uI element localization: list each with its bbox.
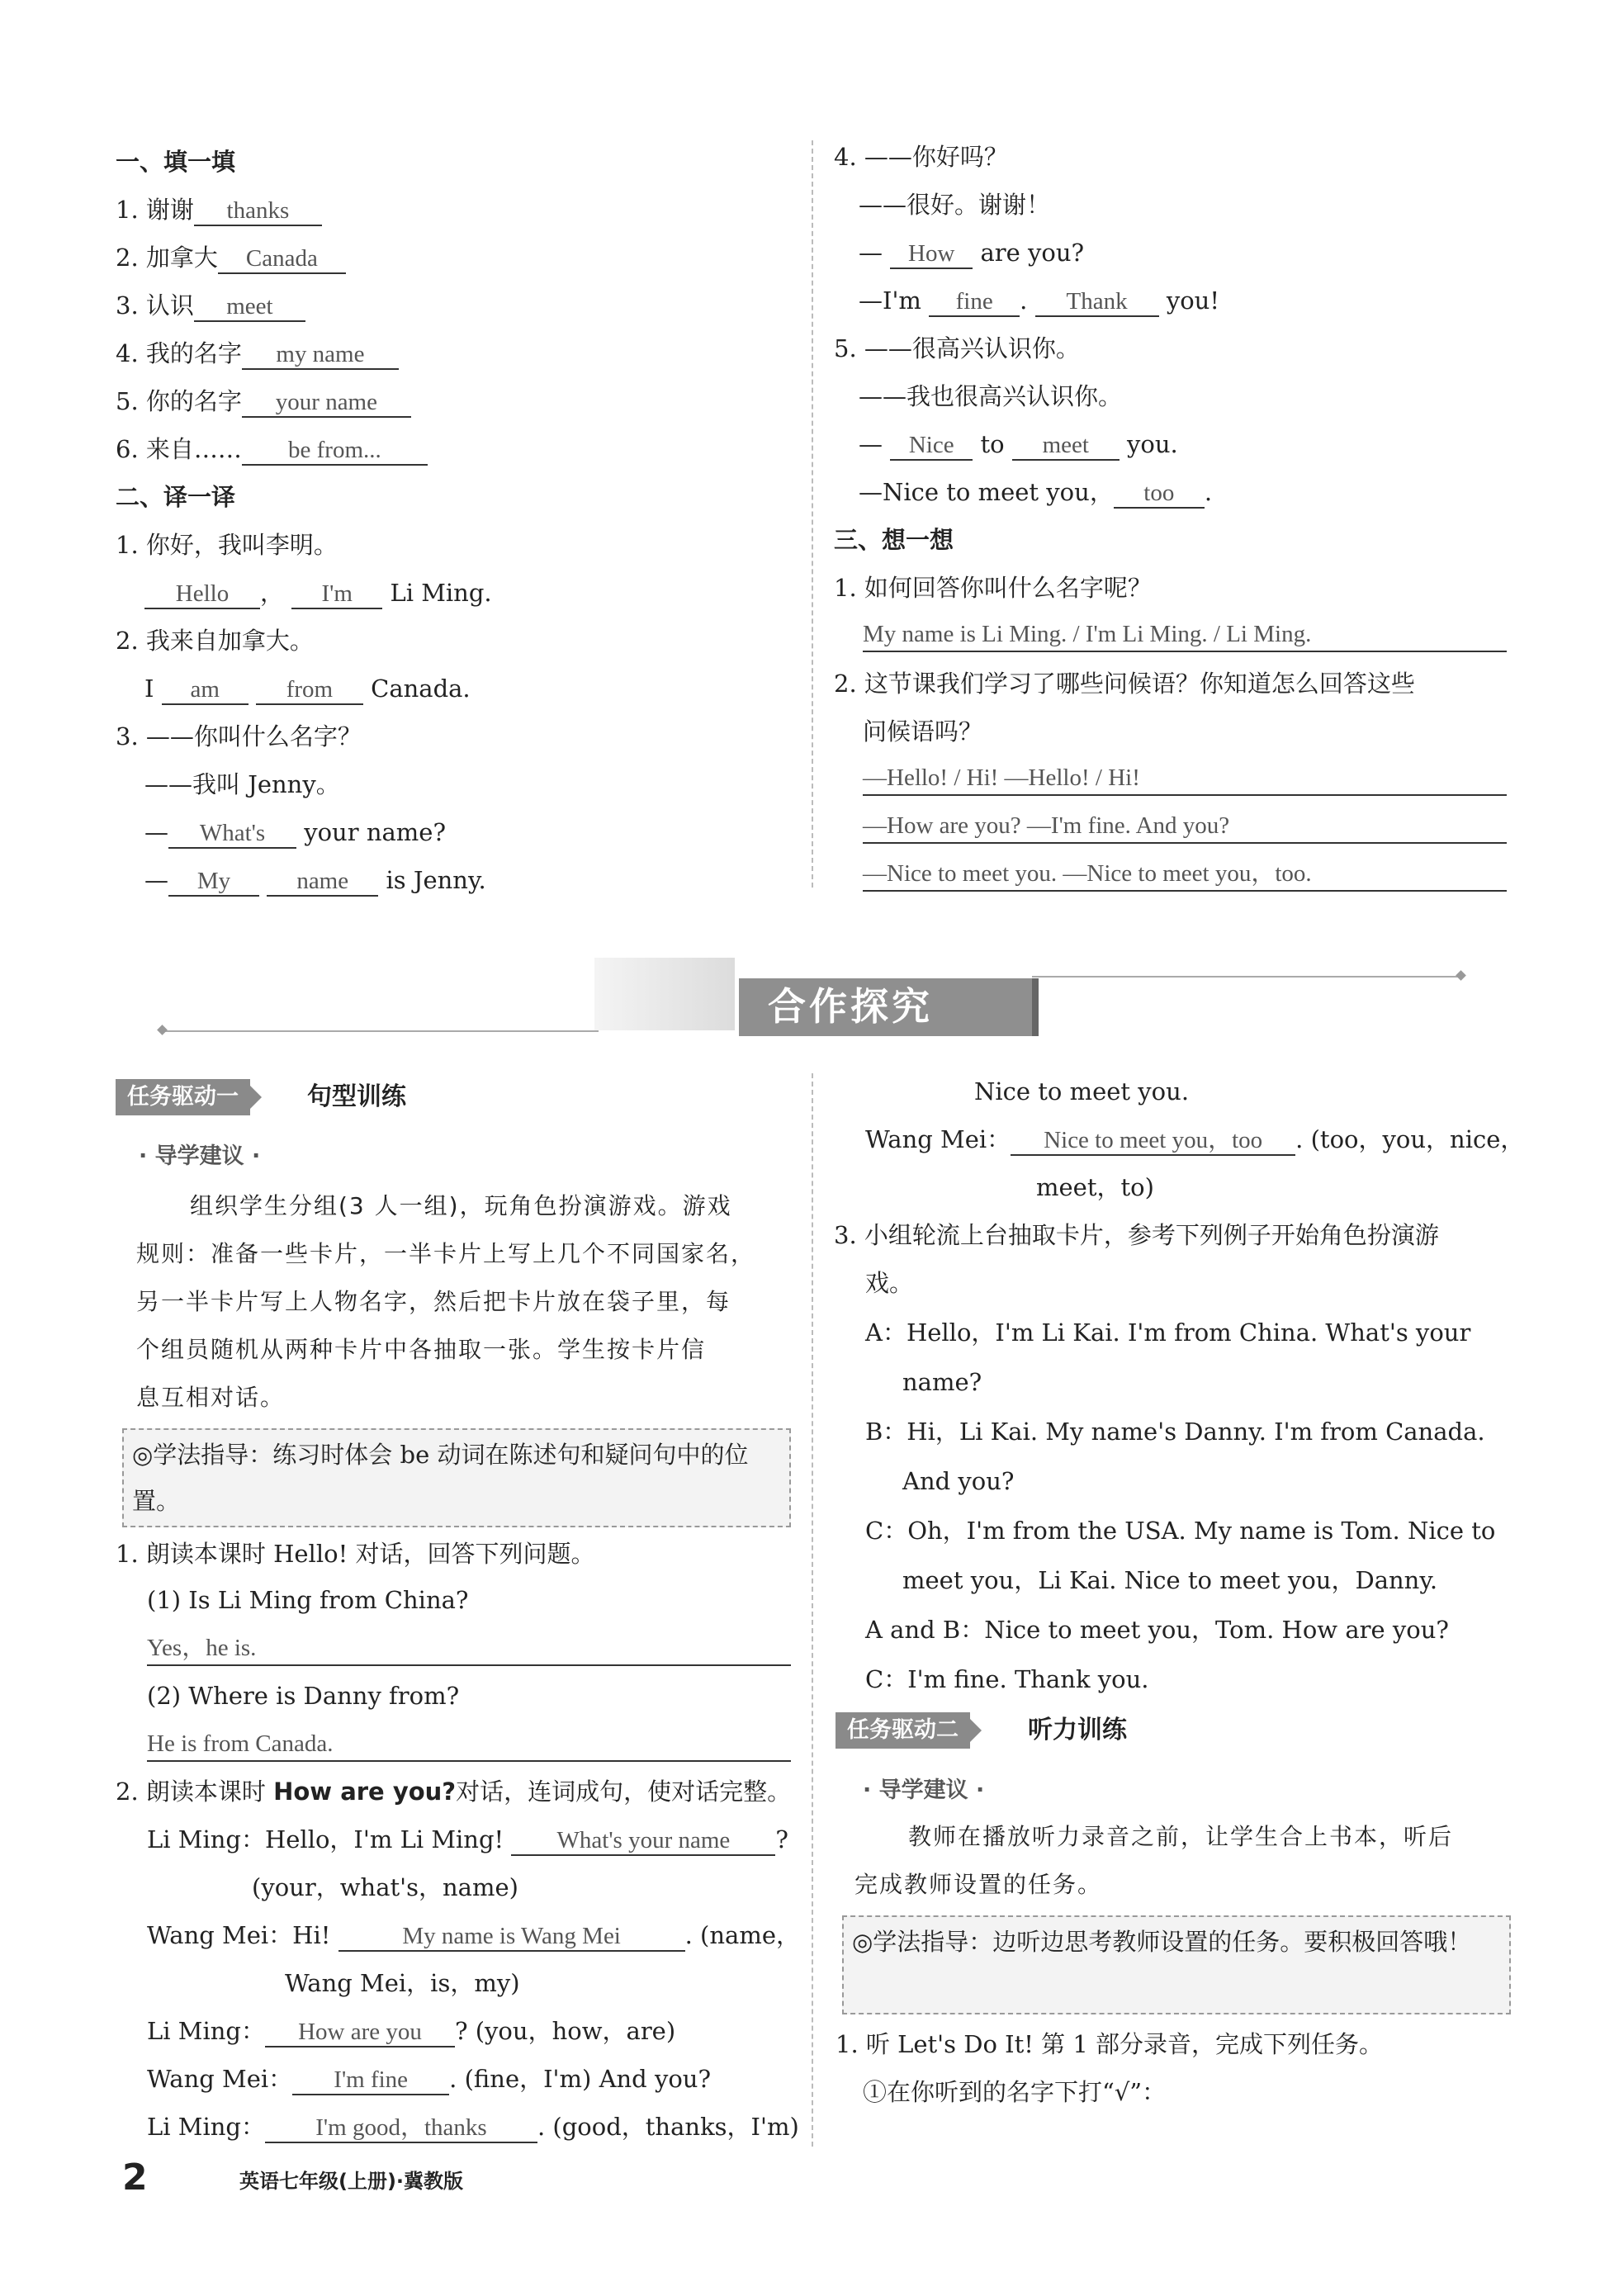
- banner-decoration: [594, 958, 735, 1030]
- task1-title: 句型训练: [307, 1082, 406, 1111]
- translate-q3-answer2: — My name is Jenny.: [144, 864, 486, 897]
- banner-right-line: [1032, 976, 1461, 978]
- task2-guide-line1: 教师在播放听力录音之前，让学生合上书本，听后: [908, 1823, 1454, 1850]
- page-number: 2: [122, 2156, 148, 2199]
- section3-title: 三、想一想: [834, 526, 954, 554]
- task1-continue-line0: Nice to meet you.: [974, 1077, 1190, 1105]
- think-q1: 1. 如何回答你叫什么名字呢？: [834, 574, 1152, 602]
- fill-item-6: 6. 来自…… be from...: [116, 433, 428, 466]
- task1-guide-line5: 息互相对话。: [136, 1384, 286, 1411]
- task1-continue-line1: Wang Mei： Nice to meet you，too . (too，you，nice，: [865, 1123, 1524, 1156]
- task1-guide-line1: 组织学生分组(3 人一组)，玩角色扮演游戏。游戏: [190, 1192, 732, 1219]
- dialogue-line-5: C：Oh，I'm from the USA. My name is Tom. Nice to: [865, 1517, 1496, 1545]
- translate-q5-line2: ——我也很高兴认识你。: [859, 382, 1123, 410]
- task1-continue-line1-hint: meet，to): [1036, 1173, 1154, 1201]
- task1-q2-line2-hint: Wang Mei，is，my): [285, 1969, 520, 1997]
- translate-q4: 4. ——你好吗？: [834, 143, 1008, 171]
- task1-tip-box: ◎学法指导：练习时体会 be 动词在陈述句和疑问句中的位置。: [122, 1428, 791, 1527]
- think-q2-answer3: —Nice to meet you. —Nice to meet you，too.: [863, 857, 1507, 892]
- task1-q2-line3: Li Ming： How are you ? (you，how，are): [147, 2014, 675, 2047]
- section1-title: 一、填一填: [116, 148, 236, 176]
- translate-q5-answer2: —Nice to meet you， too .: [859, 476, 1212, 509]
- translate-q3-line2: ——我叫 Jenny。: [144, 770, 340, 798]
- task2-guide-label: · 导学建议 ·: [863, 1778, 985, 1803]
- fill-item-4: 4. 我的名字 my name: [116, 337, 399, 370]
- task1-badge: 任务驱动一: [116, 1079, 250, 1115]
- think-q2-answer1: —Hello! / Hi! —Hello! / Hi!: [863, 761, 1507, 796]
- fill-item-3: 3. 认识 meet: [116, 289, 305, 322]
- dialogue-line-2: name?: [902, 1368, 982, 1396]
- think-q2-answer2: —How are you? —I'm fine. And you?: [863, 809, 1507, 844]
- dialogue-line-1: A：Hello，I'm Li Kai. I'm from China. What's your: [865, 1318, 1471, 1347]
- translate-q1: 1. 你好，我叫李明。: [116, 531, 338, 559]
- task1-guide-line2: 规则：准备一些卡片，一半卡片上写上几个不同国家名，: [136, 1240, 756, 1267]
- task1-q2-line1-hint: (your，what's，name): [252, 1873, 518, 1901]
- translate-q5-answer1: — Nice to meet you.: [859, 428, 1178, 461]
- task1-q2-line2: Wang Mei：Hi! My name is Wang Mei . (name，: [147, 1919, 800, 1952]
- task2-tip-box: ◎学法指导：边听边思考教师设置的任务。要积极回答哦！: [842, 1915, 1511, 2014]
- think-q2-line2: 问候语吗？: [863, 717, 983, 746]
- dialogue-line-3: B：Hi，Li Kai. My name's Danny. I'm from Canada.: [865, 1418, 1485, 1446]
- task2-badge: 任务驱动二: [836, 1712, 970, 1749]
- task1-q1-sub1: (1) Is Li Ming from China?: [147, 1586, 469, 1614]
- task2-title: 听力训练: [1028, 1716, 1127, 1744]
- dialogue-line-8: C：I'm fine. Thank you.: [865, 1665, 1149, 1693]
- task1-q1: 1. 朗读本课时 Hello! 对话，回答下列问题。: [116, 1540, 595, 1568]
- translate-q2: 2. 我来自加拿大。: [116, 627, 314, 655]
- banner-left-diamond: [157, 1025, 168, 1035]
- fill-item-5: 5. 你的名字 your name: [116, 385, 411, 418]
- task1-q2-line5: Li Ming： I'm good，thanks . (good，thanks，I'm): [147, 2110, 799, 2143]
- task1-guide-label: · 导学建议 ·: [139, 1143, 261, 1169]
- translate-q5: 5. ——很高兴认识你。: [834, 334, 1080, 362]
- task1-q3-line2: 戏。: [865, 1269, 914, 1297]
- task1-q1-answer2: He is from Canada.: [147, 1727, 791, 1762]
- banner-left-line: [161, 1030, 599, 1032]
- task1-q3-line1: 3. 小组轮流上台抽取卡片，参考下列例子开始角色扮演游: [834, 1221, 1439, 1249]
- fill-item-2: 2. 加拿大 Canada: [116, 241, 346, 274]
- task2-q1-sub: ①在你听到的名字下打“√”：: [863, 2078, 1167, 2106]
- translate-q3: 3. ——你叫什么名字？: [116, 722, 362, 750]
- task1-q2-line4: Wang Mei： I'm fine . (fine，I'm) And you?: [147, 2062, 711, 2095]
- translate-q4-line2: ——很好。谢谢！: [859, 191, 1051, 219]
- dialogue-line-7: A and B：Nice to meet you，Tom. How are you?: [865, 1616, 1449, 1644]
- task1-guide-line3: 另一半卡片写上人物名字，然后把卡片放在袋子里，每: [136, 1288, 731, 1315]
- translate-q3-answer1: — What's your name?: [144, 816, 446, 849]
- translate-q1-answer: Hello ， I'm Li Ming.: [144, 576, 492, 609]
- task1-q2: 2. 朗读本课时 How are you?对话，连词成句，使对话完整。: [116, 1778, 792, 1806]
- top-column-divider: [812, 140, 813, 888]
- dialogue-line-6: meet you，Li Kai. Nice to meet you，Danny.: [902, 1566, 1438, 1594]
- bottom-column-divider: [812, 1073, 813, 2147]
- banner-title: 合作探究: [768, 984, 933, 1029]
- translate-q2-answer: I am from Canada.: [144, 672, 471, 705]
- translate-q4-answer1: — How are you?: [859, 236, 1084, 269]
- banner-right-diamond: [1456, 970, 1466, 981]
- dialogue-line-4: And you?: [902, 1467, 1015, 1495]
- translate-q4-answer2: —I'm fine . Thank you!: [859, 284, 1219, 317]
- task1-q1-answer1: Yes，he is.: [147, 1631, 791, 1666]
- think-q2-line1: 2. 这节课我们学习了哪些问候语？你知道怎么回答这些: [834, 670, 1415, 698]
- think-q1-answer: My name is Li Ming. / I'm Li Ming. / Li Ming.: [863, 618, 1507, 652]
- book-title: 英语七年级(上册)·冀教版: [239, 2170, 464, 2193]
- section2-title: 二、译一译: [116, 483, 236, 511]
- task1-q2-line1: Li Ming：Hello，I'm Li Ming! What's your name ?: [147, 1823, 788, 1856]
- task2-q1: 1. 听 Let's Do It! 第 1 部分录音，完成下列任务。: [836, 2030, 1384, 2058]
- task1-q1-sub2: (2) Where is Danny from?: [147, 1682, 460, 1710]
- task2-guide-line2: 完成教师设置的任务。: [854, 1871, 1103, 1898]
- fill-item-1: 1. 谢谢 thanks: [116, 193, 322, 226]
- task1-guide-line4: 个组员随机从两种卡片中各抽取一张。学生按卡片信: [136, 1336, 707, 1363]
